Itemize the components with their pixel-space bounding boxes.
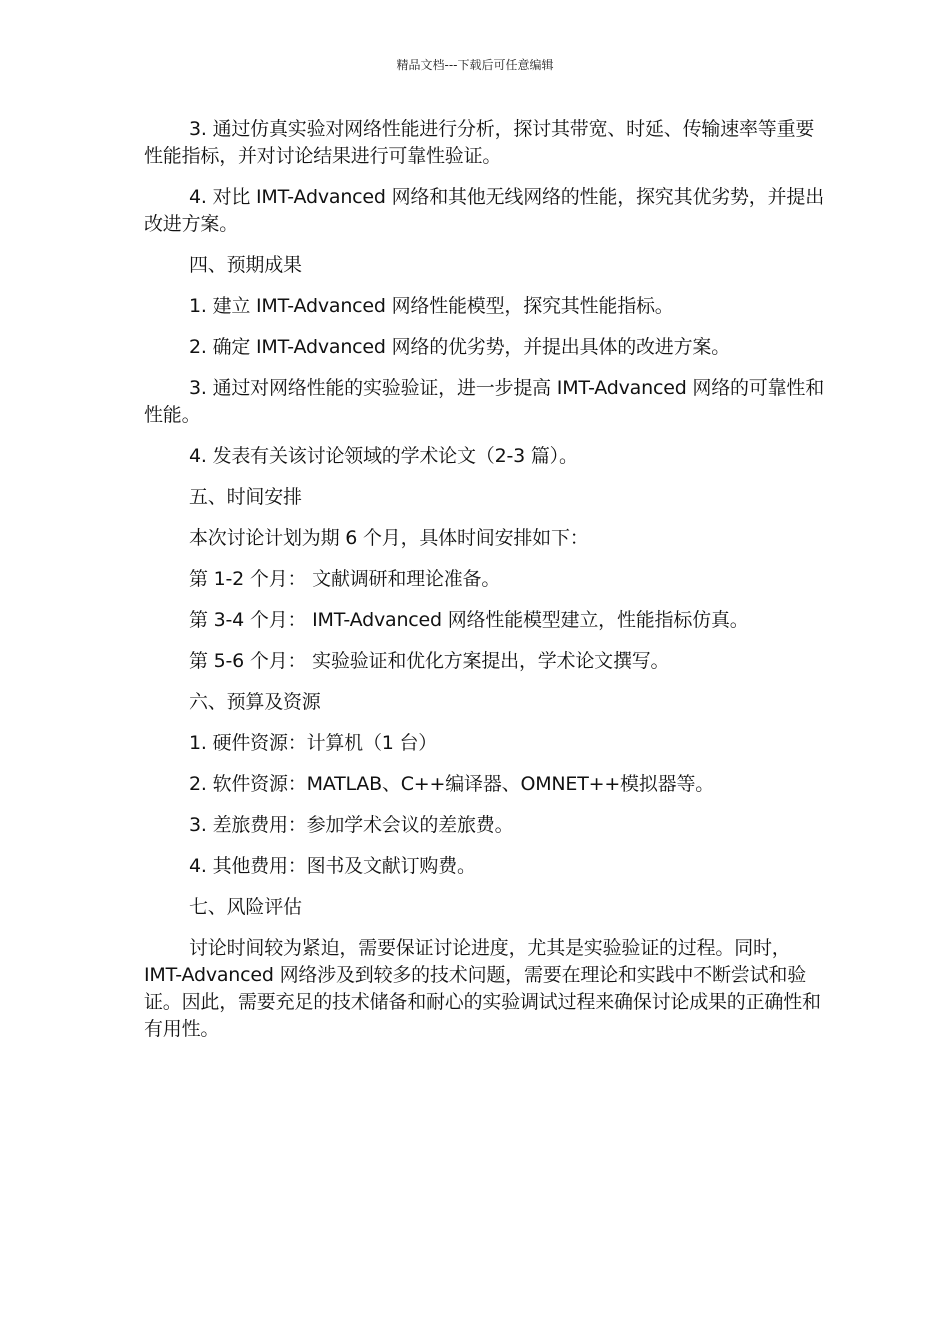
page-header: 精品文档---下载后可任意编辑 <box>396 58 554 72</box>
paragraph-budget-other: 4. 其他费用：图书及文献订购费。 <box>189 855 476 877</box>
paragraph-budget-software: 2. 软件资源：MATLAB、C++编译器、OMNET++模拟器等。 <box>189 773 715 795</box>
section-heading-expected-results: 四、预期成果 <box>189 254 302 276</box>
section-heading-schedule: 五、时间安排 <box>189 486 302 508</box>
paragraph-budget-hardware: 1. 硬件资源：计算机（1 台） <box>189 732 438 754</box>
paragraph-schedule-month-5-6: 第 5-6 个月： 实验验证和优化方案提出，学术论文撰写。 <box>189 650 670 672</box>
paragraph-result-3: 3. 通过对网络性能的实验验证，进一步提高 IMT-Advanced 网络的可靠性和性能。 <box>144 377 824 426</box>
document-body <box>144 116 824 1043</box>
paragraph-objective-4: 4. 对比 IMT-Advanced 网络和其他无线网络的性能，探究其优劣势，并提出改进方案。 <box>144 186 824 235</box>
paragraph-budget-travel: 3. 差旅费用：参加学术会议的差旅费。 <box>189 814 514 836</box>
paragraph-schedule-month-3-4: 第 3-4 个月： IMT-Advanced 网络性能模型建立，性能指标仿真。 <box>189 609 749 631</box>
paragraph-schedule-intro: 本次讨论计划为期 6 个月，具体时间安排如下： <box>189 527 589 549</box>
paragraph-result-4: 4. 发表有关该讨论领域的学术论文（2-3 篇）。 <box>189 445 578 467</box>
section-heading-risk: 七、风险评估 <box>189 896 302 918</box>
paragraph-schedule-month-1-2: 第 1-2 个月： 文献调研和理论准备。 <box>189 568 501 590</box>
paragraph-risk-assessment: 讨论时间较为紧迫，需要保证讨论进度，尤其是实验验证的过程。同时，IMT-Advanced 网络涉及到较多的技术问题，需要在理论和实践中不断尝试和验证。因此，需要充足的技术储备和耐心的实验调试过程来确保讨论成果的正确性和有用性。 <box>144 937 821 1040</box>
paragraph-objective-3: 3. 通过仿真实验对网络性能进行分析，探讨其带宽、时延、传输速率等重要性能指标，并对讨论结果进行可靠性验证。 <box>144 118 815 167</box>
paragraph-result-1: 1. 建立 IMT-Advanced 网络性能模型，探究其性能指标。 <box>189 295 674 317</box>
section-heading-budget: 六、预算及资源 <box>189 691 321 713</box>
paragraph-result-2: 2. 确定 IMT-Advanced 网络的优劣势，并提出具体的改进方案。 <box>189 336 730 358</box>
